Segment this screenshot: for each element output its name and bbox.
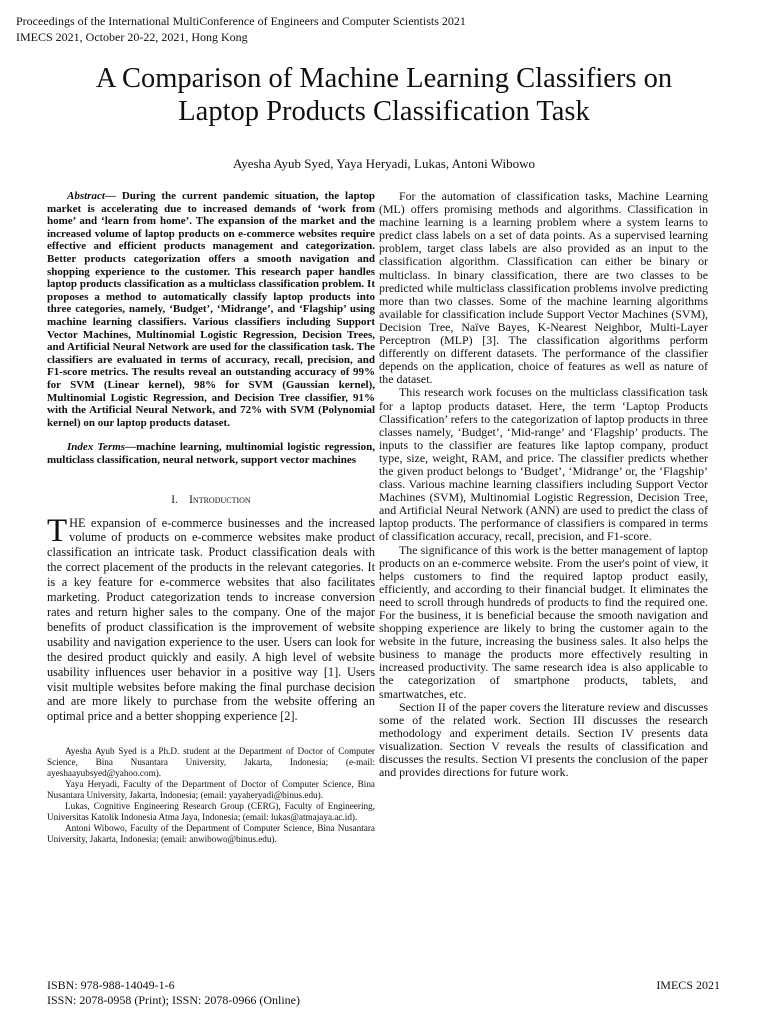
running-header: [16, 13, 466, 45]
paper-title: [40, 62, 728, 128]
section-title: Introduction: [189, 494, 251, 507]
footer-issn: ISSN: 2078-0958 (Print); ISSN: 2078-0966 (Online): [47, 993, 300, 1007]
header-conference: IMECS 2021, October 20-22, 2021, Hong Kong: [16, 30, 248, 44]
introduction-paragraph: [47, 512, 375, 725]
body-paragraph: This research work focuses on the multiclass classification task for a laptop products dataset. Here, the term ‘Laptop Products Classification’ refers to the categorization of laptop products in three classes namely, ‘Budget’, ‘Mid-range’ and ‘Flagship’ products. The inputs to the classifier are features like laptop company, product type, size, weight, RAM, and price. The classifier predicts whether the given product belongs to ‘Budget’, ‘Midrange’ or, the ‘Flagship’ class. Various machine learning classifiers including Support Vector Machines (SVM), Multinomial Logistic Regression, Decision Tree, and Artificial Neural Network (ANN) are used to predict the class of laptop products. The performance of classifiers is compared in terms of classification accuracy, recall, precision, and F1-score.: [379, 385, 708, 544]
abstract-lead: Abstract: [67, 190, 105, 202]
title-line-2: Laptop Products Classification Task: [178, 96, 590, 127]
author-footnotes: [47, 746, 375, 844]
body-paragraph: The significance of this work is the better management of laptop products on an e-commerce website. From the user's point of view, it helps customers to find the required laptop product easily, efficiently, and according to their financial budget. It eliminates the need to scroll through hundreds of products to find the required one. For the business, it is beneficial because the smooth navigation and shopping experience are likely to bring the customer again to the website in the future, increasing the business sales. It also helps the business to manage the products more effectively resulting in increased productivity. The same research idea is also applicable to the categorization of smartphone products, tablets, and smartwatches, etc.: [379, 542, 708, 701]
index-terms: [47, 441, 375, 466]
body-paragraph: Section II of the paper covers the literature review and discusses some of the related work. Section III discusses the research methodology and experiment details. Section IV presents data visualization. Section V reveals the results of classification and discusses the results. Section VI presents the conclusion of the paper and provides directions for future work.: [379, 699, 708, 780]
footnote: Yaya Heryadi, Faculty of the Department of Doctor of Computer Science, Bina Nusantara University, Jakarta, Indonesia; (email: yayaheryadi@binus.edu).: [47, 778, 375, 800]
footer-identifiers: [47, 978, 300, 1008]
left-column: [47, 190, 375, 844]
abstract: [47, 190, 375, 429]
footnote: Ayesha Ayub Syed is a Ph.D. student at the Department of Doctor of Computer Science, Bina Nusantara University, Jakarta, Indonesia; (e-mail: ayeshaayubsyed@yahoo.com).: [47, 746, 375, 779]
footnote: Antoni Wibowo, Faculty of the Department of Computer Science, Bina Nusantara University, Jakarta, Indonesia; (email: anwibowo@binus.edu).: [47, 822, 375, 844]
footnote: Lukas, Cognitive Engineering Research Group (CERG), Faculty of Engineering, Universitas Katolik Indonesia Atma Jaya, Indonesia; (email: lukas@atmajaya.ac.id).: [47, 800, 375, 822]
index-terms-text: —machine learning, multinomial logistic regression, multiclass classification, neural network, support vector machines: [47, 441, 375, 466]
title-line-1: A Comparison of Machine Learning Classifiers on: [95, 63, 673, 94]
introduction-text: HE expansion of e-commerce businesses and the increased volume of products on e-commerce websites make product classification an intricate task. Product classification deals with the correct placement of the products in the relevant categories. It is a key feature for e-commerce websites that also facilitates marketing. Product categorization tends to increase conversion rates and return higher sales to the company. One of the major benefits of product classification is the improvement of website usability and navigation experience to the user. Users can look for the desired product quickly and easily. A high level of website usability influences user behavior in a positive way [1]. Users visit multiple websites before making the final purchase decision and are more likely to purchase from the website offering an optimal price and a better shopping experience [2].: [47, 515, 375, 724]
header-proceedings: Proceedings of the International MultiConference of Engineers and Computer Scientists 2021: [16, 14, 466, 28]
section-number: I.: [171, 494, 178, 507]
body-paragraph: For the automation of classification tasks, Machine Learning (ML) offers promising methods and algorithms. Classification in machine learning is a learning problem where a system learns to predict class labels on a set of data points. As a supervised learning problem, target class labels are also provided as an input to the classification algorithm. Classification can either be binary or multiclass. In binary classification, there are two classes to be predicted while multiclass classification problems involve predicting more than two classes. Some of the machine learning algorithms available for classification include Support Vector Machines (SVM), Decision Tree, Naïve Bayes, K-Nearest Neighbor, Multi-Layer Perceptron (MLP) [3]. The classification algorithms perform differently on different datasets. The performance of the classifier depends on the application, choice of features as well as nature of the dataset.: [379, 189, 708, 387]
abstract-text: — During the current pandemic situation, the laptop market is accelerating due to increased demands of ‘work from home’ and ‘learn from home’. The expansion of the market and the increased volume of laptop products on e-commerce websites require effective and efficient products management and categorization. Better products categorization offers a smooth navigation and shopping experience to the customer. This research paper handles laptop products classification as a multiclass classification problem. It proposes a method to automatically classify laptop products into three categories, namely, ‘Budget’, ‘Midrange’, and ‘Flagship’ using machine learning classifiers. Various classifiers including Support Vector Machines, Multinomial Logistic Regression, Decision Trees, and Artificial Neural Network are used for the classification task. The classifiers are evaluated in terms of accuracy, recall, precision, and F1-score metrics. The results reveal an outstanding accuracy of 99% for SVM (Linear kernel), 98% for SVM (Gaussian kernel), Multinomial Logistic Regression, and Decision Tree classifier, 91% with the Artificial Neural Network, and 72% with SVM (Polynomial kernel) on our laptop products dataset.: [47, 190, 375, 429]
section-heading-introduction: [47, 494, 375, 507]
right-column: [379, 190, 708, 779]
index-terms-lead: Index Terms: [67, 441, 126, 454]
footer-conference: IMECS 2021: [656, 978, 720, 992]
drop-cap: T: [47, 512, 68, 549]
footer-isbn: ISBN: 978-988-14049-1-6: [47, 978, 175, 992]
author-list: Ayesha Ayub Syed, Yaya Heryadi, Lukas, Antoni Wibowo: [233, 156, 535, 171]
